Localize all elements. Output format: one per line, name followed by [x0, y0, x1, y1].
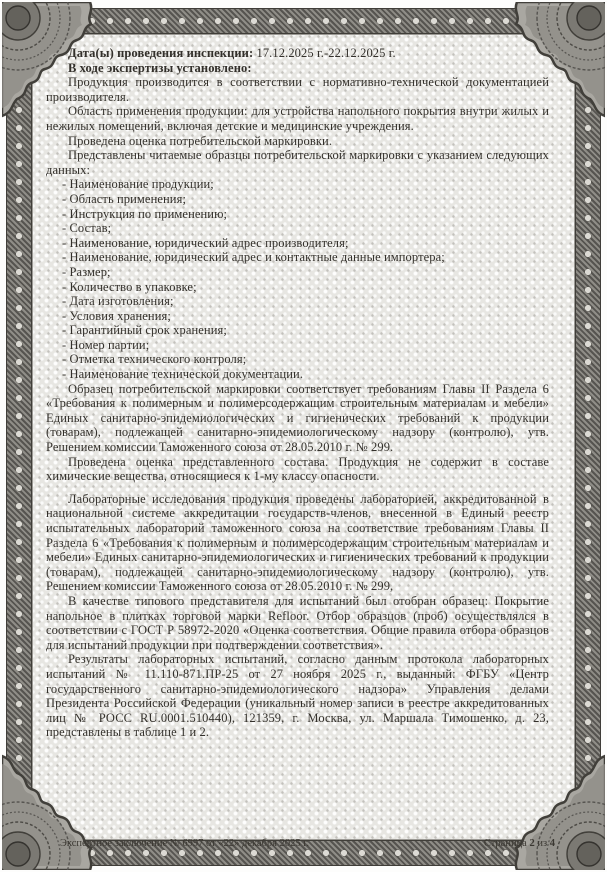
inspection-dates-line: [46, 46, 549, 61]
footer-of-label: из: [534, 838, 550, 849]
footer-page-number: 2: [529, 838, 535, 849]
list-item: - Наименование технической документации.: [62, 367, 304, 382]
border-corner-ornament-bottom-right: [513, 752, 605, 870]
list-item: - Дата изготовления;: [62, 294, 174, 309]
paragraph-composition: Проведена оценка представленного состава. Продукция не содержит в составе химические вещества, относящиеся к 1-му классу опасности.: [46, 454, 549, 484]
paragraph-production: Продукция производится в соответствии с нормативно-технической документацией производителя.: [46, 75, 549, 104]
footer-page-indicator: [484, 838, 555, 850]
list-item: - Наименование, юридический адрес производителя;: [62, 235, 349, 250]
list-item: - Наименование, юридический адрес и контактные данные импортера;: [62, 250, 445, 265]
list-item: - Гарантийный срок хранения;: [62, 323, 227, 338]
list-item: - Отметка технического контроля;: [62, 352, 247, 367]
established-heading: В ходе экспертизы установлено:: [68, 60, 252, 75]
paragraph-marking-samples: Представлены читаемые образцы потребительской маркировки с указанием следующих данных:: [46, 148, 549, 177]
paragraph-marking-conformity: Образец потребительской маркировки соответствует требованиям Главы II Раздела 6 «Требования к полимерным и полимерсодержащим строительным материалам и мебели» Единых санитарно-эпидемиологических и гигиенических требований к продукции (товарам), подлежащей санитарно-эпидемиологическому надзору (контролю), утв. Решением комиссии Таможенного союза от 28.05.2010 г. № 299.: [46, 381, 549, 455]
border-band-right: [575, 10, 601, 862]
footer-page-label: Страница: [483, 838, 530, 849]
list-item: - Номер партии;: [62, 337, 150, 352]
paragraph-scope: Область применения продукции: для устройства напольного покрытия внутри жилых и нежилых помещений, включая детские и медицинские учреждения.: [46, 104, 549, 133]
paragraph-marking-eval: Проведена оценка потребительской маркировки.: [68, 133, 333, 148]
border-band-top: [10, 8, 597, 34]
marking-data-list: [46, 177, 549, 381]
list-item: - Количество в упаковке;: [62, 279, 197, 294]
page-footer: [60, 838, 555, 850]
list-item: - Наименование продукции;: [62, 177, 214, 192]
border-band-left: [6, 10, 32, 862]
list-item: - Область применения;: [62, 191, 187, 206]
document-body: [46, 46, 549, 740]
border-corner-ornament-bottom-left: [2, 752, 94, 870]
footer-document-reference: Экспертное заключение № 6997 от «22» декабря 2025 г.: [60, 838, 309, 849]
list-item: - Инструкция по применению;: [62, 206, 228, 221]
paragraph-lab-results: Результаты лабораторных испытаний, согласно данным протокола лабораторных испытаний № 11.110-871.ПР-25 от 27 ноября 2025 г., выданный: ФГБУ «Центр государственного санитарно-эпидемиологического надзора» Управления делами Президента Российской Федерации (уникальный номер записи в реестре аккредитованных лиц № РОСС RU.0001.510440), 121359, г. Москва, ул. Маршала Тимошенко, д. 23, представлены в таблице 1 и 2.: [46, 652, 549, 740]
list-item: - Состав;: [62, 221, 112, 236]
footer-total-pages: 4: [549, 838, 555, 849]
inspection-dates-label: Дата(ы) проведения инспекции:: [68, 46, 254, 60]
paragraph-sample-selection: В качестве типового представителя для испытаний был отобран образец: Покрытие напольное в плитках торговой марки Refloor. Отбор образцов (проб) осуществлялся в соответствии с ГОСТ Р 58972-2020 «Оценка соответствия. Общие правила отбора образцов для испытаний продукции при подтверждении соответствия».: [46, 593, 549, 652]
paragraph-laboratory: Лабораторные исследования продукция проведены лабораторией, аккредитованной в национальной системе аккредитации государств-членов, внесенной в Единый реестр испытательных лабораторий таможенного союза на соответствие требованиям Главы II Раздела 6 «Требования к полимерным и полимерсодержащим строительным материалам и мебели» Единых санитарно-эпидемиологических и гигиенических требований к продукции (товарам), подлежащей санитарно-эпидемиологическому надзору (контролю), утв. Решением комиссии Таможенного союза от 28.05.2010 г. № 299,: [46, 491, 549, 594]
inspection-dates-value: 17.12.2025 г.-22.12.2025 г.: [253, 46, 396, 60]
list-item: - Условия хранения;: [62, 308, 171, 323]
list-item: - Размер;: [62, 264, 111, 279]
